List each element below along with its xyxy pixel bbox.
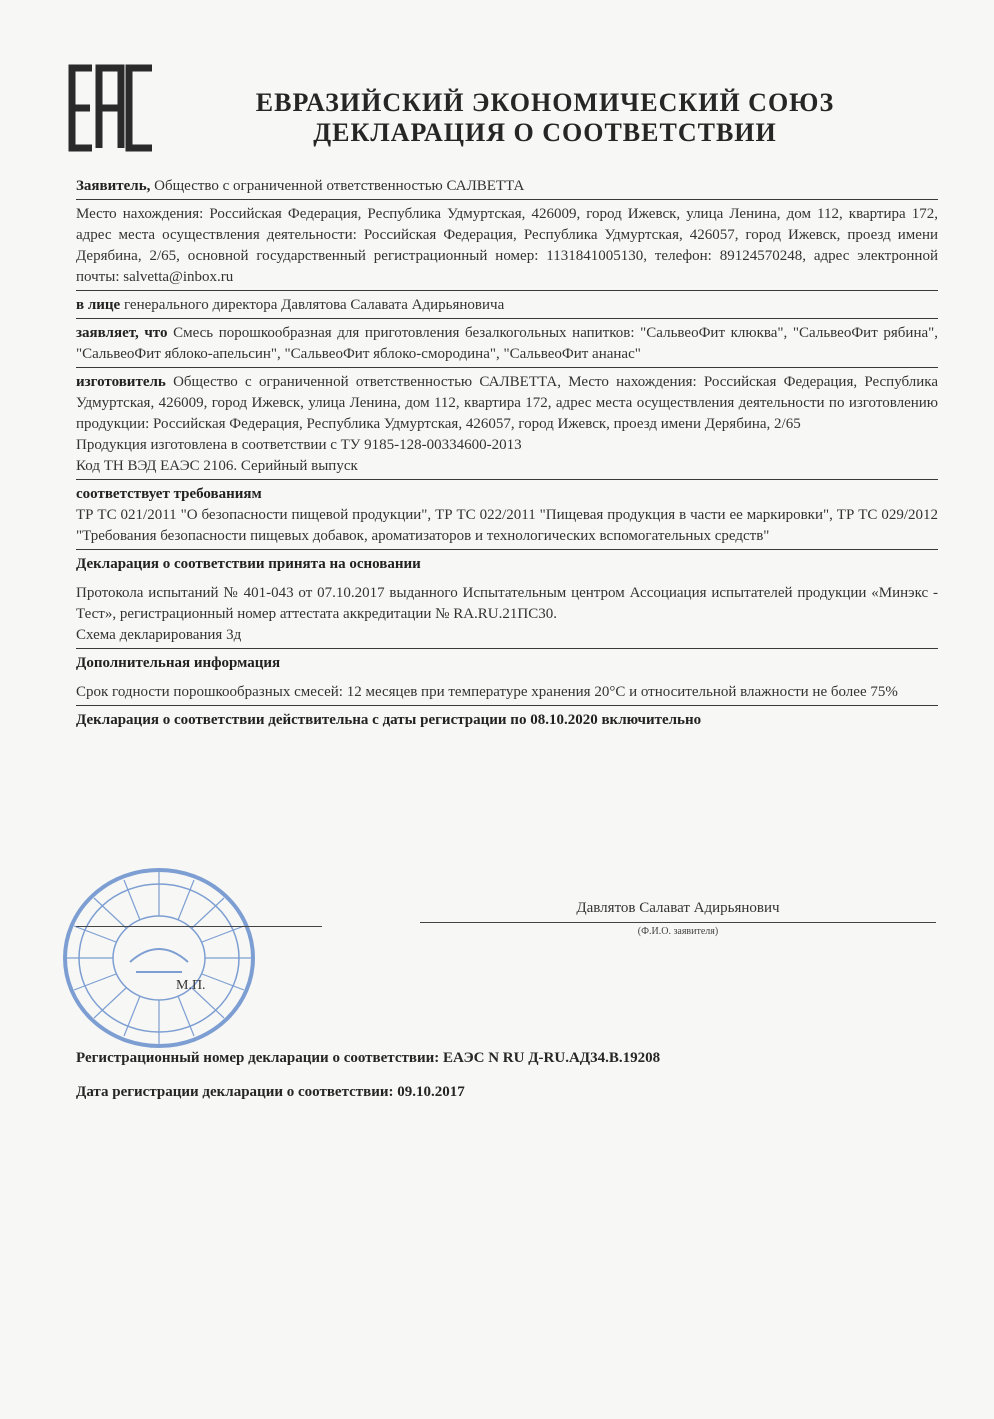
registration-number: Регистрационный номер декларации о соответствии: ЕАЭС N RU Д-RU.АД34.В.19208 — [76, 1050, 661, 1066]
declares-row — [76, 323, 938, 368]
represented-value: генерального директора Давлятова Салавата Адирьяновича — [120, 297, 505, 313]
represented-row — [76, 295, 938, 319]
scheme-text: Схема декларирования 3д — [76, 627, 242, 643]
location-row — [76, 204, 938, 291]
document-title — [190, 88, 900, 148]
applicant-value: Общество с ограниченной ответственностью САЛВЕТТА — [150, 178, 525, 194]
additional-label: Дополнительная информация — [76, 655, 281, 671]
signer-line — [420, 922, 936, 923]
produced-by-row — [76, 435, 938, 456]
requirements-value: ТР ТС 021/2011 "О безопасности пищевой продукции", ТР ТС 022/2011 "Пищевая продукция в части ее маркировки", ТР ТС 029/2012 "Требования безопасности пищевых добавок, ароматизаторов и технологических вспомогательных средств" — [76, 507, 938, 544]
declaration-body — [76, 176, 938, 731]
manufacturer-value: Общество с ограниченной ответственностью САЛВЕТТА, Место нахождения: Российская Федерация, Республика Удмуртская, 426009, город Ижевск, улица Ленина, дом 112, квартира 172, адрес места осуществления деятельности по изготовлению продукции: Российская Федерация, Республика Удмуртская, 426057, город Ижевск, проезд имени Дерябина, 2/65 — [76, 374, 938, 432]
additional-value: Срок годности порошкообразных смесей: 12 месяцев при температуре хранения 20°С и относительной влажности не более 75% — [76, 684, 898, 700]
applicant-row — [76, 176, 938, 200]
represented-label: в лице — [76, 297, 121, 313]
requirements-row — [76, 505, 938, 550]
manufacturer-row — [76, 372, 938, 435]
applicant-label: Заявитель, — [76, 178, 151, 194]
code-text: Код ТН ВЭД ЕАЭС 2106. Серийный выпуск — [76, 458, 358, 474]
basis-label: Декларация о соответствии принята на основании — [76, 556, 421, 572]
eac-logo-icon — [66, 62, 158, 154]
stamp-signature-line — [76, 926, 322, 927]
signer-caption: (Ф.И.О. заявителя) — [637, 926, 719, 937]
signer-name: Давлятов Салават Адирьянович — [576, 900, 780, 916]
validity-row: Декларация о соответствии действительна с даты регистрации по 08.10.2020 включительно — [76, 712, 702, 728]
manufacturer-label: изготовитель — [76, 374, 166, 390]
declares-label: заявляет, что — [76, 325, 168, 341]
scheme-row — [76, 625, 938, 649]
location-text: Место нахождения: Российская Федерация, Республика Удмуртская, 426009, город Ижевск, улица Ленина, дом 112, квартира 172, адрес места осуществления деятельности: Российская Федерация, Республика Удмуртская, 426057, город Ижевск, проезд имени Дерябина, 2/65, основной государственный регистрационный номер: 1131841005130, телефон: 89124570248, адрес электронной почты: salvetta@inbox.ru — [76, 206, 938, 285]
code-row — [76, 456, 938, 480]
produced-by-text: Продукция изготовлена в соответствии с ТУ 9185-128-00334600-2013 — [76, 437, 522, 453]
basis-value: Протокола испытаний № 401-043 от 07.10.2017 выданного Испытательным центром Ассоциация испытателей продукции «Минэкс - Тест», регистрационный номер аттестата аккредитации № RA.RU.21ПС30. — [76, 585, 938, 622]
additional-row — [76, 682, 938, 706]
seal-stamp-icon — [58, 862, 260, 1054]
basis-row — [76, 583, 938, 625]
registration-date: Дата регистрации декларации о соответствии: 09.10.2017 — [76, 1084, 465, 1100]
declares-value: Смесь порошкообразная для приготовления безалкогольных напитков: "СальвеоФит клюква", "СальвеоФит рябина", "СальвеоФит яблоко-апельсин", "СальвеоФит яблоко-смородина", "СальвеоФит ананас" — [76, 325, 938, 362]
requirements-label: соответствует требованиям — [76, 486, 262, 502]
title-declaration: ДЕКЛАРАЦИЯ О СООТВЕТСТВИИ — [313, 118, 777, 147]
stamp-mark: М.П. — [176, 978, 206, 993]
title-union: ЕВРАЗИЙСКИЙ ЭКОНОМИЧЕСКИЙ СОЮЗ — [255, 88, 835, 117]
